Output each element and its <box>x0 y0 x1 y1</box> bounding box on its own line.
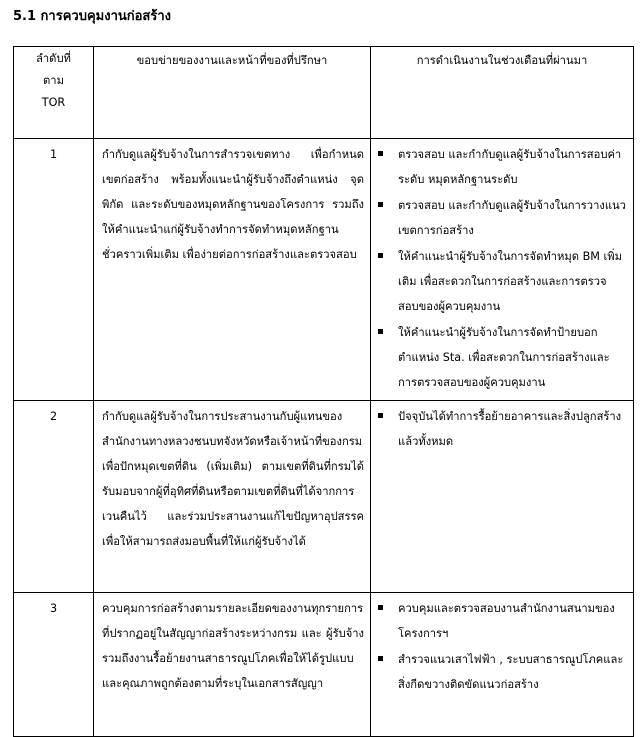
progress-item-text: ให้คำแนะนำผู้รับจ้างในการจัดทำป้ายบอกตำแหน่ง Sta. เพื่อสะดวกในการก่อสร้างและการตรวจสอบของผู้ควบคุมงาน <box>398 326 610 389</box>
progress-item <box>376 404 627 454</box>
row-scope: กำกับดูแลผู้รับจ้างในการสำรวจเขตทาง เพื่อกำหนดเขตก่อสร้าง พร้อมทั้งแนะนำผู้รับจ้างถึงตำแหน่ง จุดพิกัด และระดับของหมุดหลักฐานของโครงการ รวมถึงให้คำแนะนำแก่ผู้รับจ้างทำการจัดทำหมุดหลักฐานชั่วคราวเพิ่มเติม เพื่อง่ายต่อการก่อสร้างและตรวจสอบ <box>94 139 371 401</box>
row-scope: ควบคุมการก่อสร้างตามรายละเอียดของงานทุกรายการที่ปรากฏอยู่ในสัญญาก่อสร้างระหว่างกรม และ ผู้รับจ้าง รวมถึงงานรื้อย้ายงานสาธารณูปโภคเพื่อให้ได้รูปแบบและคุณภาพถูกต้องตามที่ระบุในเอกสารสัญญา <box>94 593 371 737</box>
header-tor-no-line: ตาม <box>43 74 64 87</box>
progress-item <box>376 320 627 395</box>
progress-item <box>376 596 627 646</box>
square-bullet-icon <box>378 329 383 334</box>
table-row <box>14 593 634 737</box>
square-bullet-icon <box>378 253 383 258</box>
progress-item-text: ควบคุมและตรวจสอบงานสำนักงานสนามของโครงการฯ <box>398 602 615 640</box>
table-row <box>14 139 634 401</box>
row-progress <box>371 593 634 737</box>
progress-item-text: ให้คำแนะนำผู้รับจ้างในการจัดทำหมุด BM เพิ่มเติม เพื่อสะดวกในการก่อสร้างและการตรวจสอบของผู้ควบคุมงาน <box>398 250 623 313</box>
progress-item-text: ปัจจุบันได้ทำการรื้อย้ายอาคารและสิ่งปลูกสร้างแล้วทั้งหมด <box>398 410 622 448</box>
row-number: 2 <box>14 401 94 593</box>
progress-item-text: สำรวจแนวเสาไฟฟ้า , ระบบสาธารณูปโภคและสิ่งกีดขวางติดขัดแนวก่อสร้าง <box>398 653 624 691</box>
table-row <box>14 401 634 593</box>
square-bullet-icon <box>378 656 383 661</box>
header-scope: ขอบข่ายของงานและหน้าที่ของที่ปรึกษา <box>94 47 371 139</box>
square-bullet-icon <box>378 413 383 418</box>
section-heading: 5.1 การควบคุมงานก่อสร้าง <box>13 9 171 24</box>
square-bullet-icon <box>378 202 383 207</box>
progress-item-text: ตรวจสอบ และกำกับดูแลผู้รับจ้างในการวางแนวเขตการก่อสร้าง <box>398 199 626 237</box>
progress-item <box>376 244 627 319</box>
square-bullet-icon <box>378 605 383 610</box>
row-progress <box>371 401 634 593</box>
progress-item <box>376 647 627 697</box>
progress-item <box>376 142 627 192</box>
table-header-row <box>14 47 634 139</box>
row-scope: กำกับดูแลผู้รับจ้างในการประสานงานกับผู้แทนของสำนักงานทางหลวงชนบทจังหวัดหรือเจ้าหน้าที่ของกรม เพื่อปักหมุดเขตที่ดิน (เพิ่มเติม) ตามเขตที่ดินที่กรมได้รับมอบจากผู้ที่อุทิศที่ดินหรือตามเขตที่ดินที่ได้จากการเวนคืนไว้ และร่วมประสานงานแก้ไขปัญหาอุปสรรคเพื่อให้สามารถส่งมอบพื้นที่ให้แก่ผู้รับจ้างได้ <box>94 401 371 593</box>
row-number: 3 <box>14 593 94 737</box>
header-tor-no <box>14 47 94 139</box>
row-progress <box>371 139 634 401</box>
header-tor-no-line: ลำดับที่ <box>36 52 71 65</box>
row-number: 1 <box>14 139 94 401</box>
progress-item <box>376 193 627 243</box>
header-tor-no-line: TOR <box>41 96 66 109</box>
progress-item-text: ตรวจสอบ และกำกับดูแลผู้รับจ้างในการสอบค่าระดับ หมุดหลักฐานระดับ <box>398 148 622 186</box>
header-progress: การดำเนินงานในช่วงเดือนที่ผ่านมา <box>371 47 634 139</box>
square-bullet-icon <box>378 151 383 156</box>
construction-control-table <box>13 46 634 737</box>
